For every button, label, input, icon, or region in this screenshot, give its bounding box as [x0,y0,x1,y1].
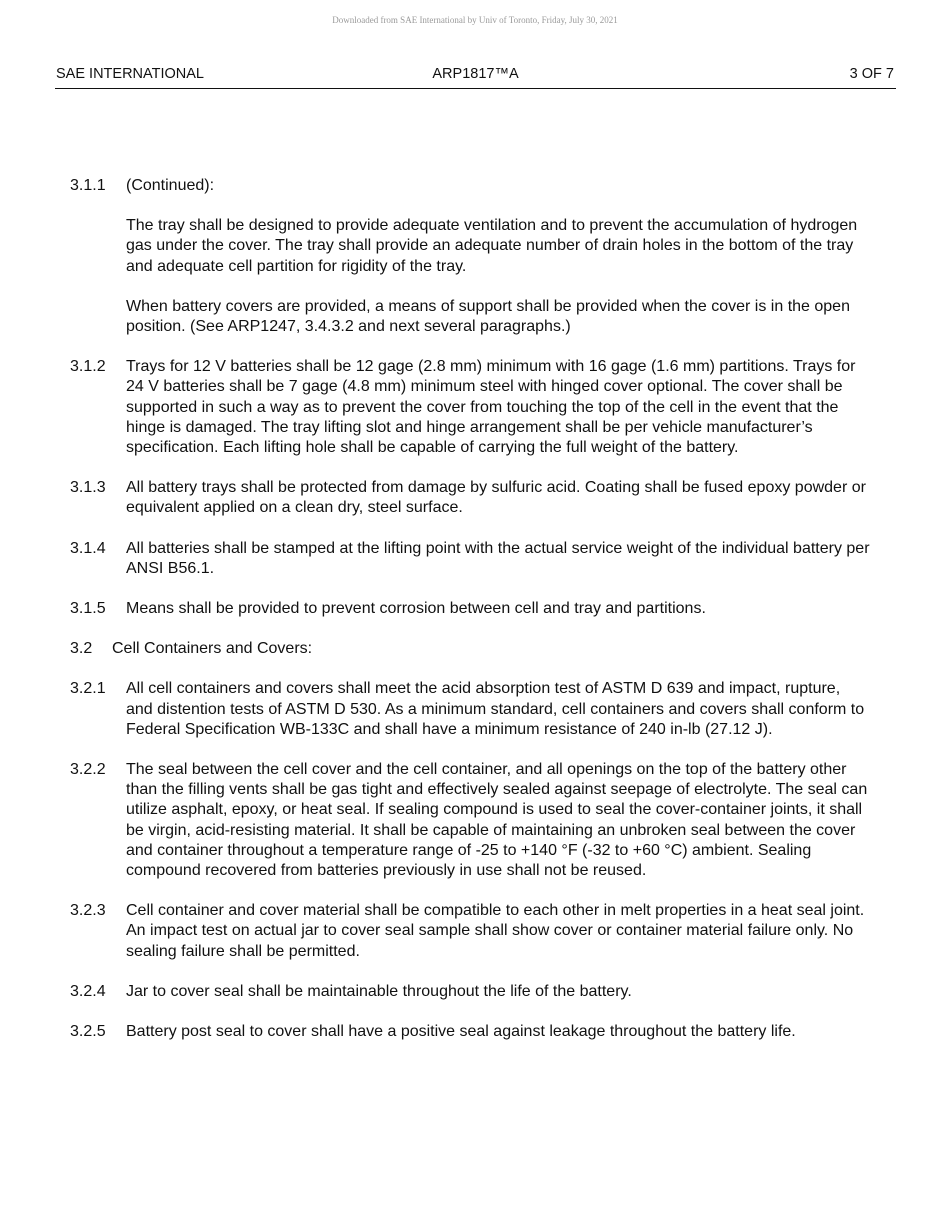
section-3-2-4 [70,982,870,1002]
section-number: 3.1.5 [70,600,106,618]
section-3-2-1 [70,679,870,740]
page-header [55,66,896,89]
section-number: 3.2.4 [70,982,106,1000]
section-3-1-5 [70,599,870,619]
section-number: 3.2.2 [70,761,106,779]
section-3-2-3 [70,901,870,962]
section-number: 3.2.1 [70,680,106,698]
header-page-number: 3 OF 7 [849,66,894,82]
section-text: All batteries shall be stamped at the lifting point with the actual service weight of the individual battery per ANSI B56.1. [126,539,870,577]
section-3-2-5 [70,1022,870,1042]
section-number: 3.2 [70,640,93,658]
section-heading: (Continued): [126,177,215,194]
section-number: 3.1.4 [70,539,106,557]
section-3-1-4 [70,539,870,579]
section-number: 3.2.3 [70,902,106,920]
section-3-1-1-heading [70,176,870,196]
section-3-2-heading [70,639,870,659]
section-number: 3.2.5 [70,1023,106,1041]
section-text: The seal between the cell cover and the cell container, and all openings on the top of the battery other than the filling vents shall be gas tight and effectively sealed against seepage of electrolyte. The seal can utilize asphalt, epoxy, or heat seal. If sealing compound is used to seal the cover-container joints, it shall be virgin, acid-resisting material. It shall be capable of maintaining an unbroken seal between the cover and container throughout a temperature range of -25 to +140 °F (-32 to +60 °C) ambient. Sealing compound recovered from batteries previously in use shall not be reused. [126,761,868,880]
header-organization: SAE INTERNATIONAL [56,66,204,82]
section-text: Trays for 12 V batteries shall be 12 gage (2.8 mm) minimum with 16 gage (1.6 mm) partitions. Trays for 24 V batteries shall be 7 gage (4.8 mm) minimum steel with hinged cover optional. The cover shall be supported in such a way as to prevent the cover from touching the top of the cell in the event that the hinge is damaged. The tray lifting slot and hinge arrangement shall be per vehicle manufacturer’s specification. Each lifting hole shall be capable of carrying the full weight of the battery. [126,358,856,457]
section-3-1-1-paragraph-2: When battery covers are provided, a means of support shall be provided when the cover is in the open position. (See ARP1247, 3.4.3.2 and next several paragraphs.) [126,297,850,336]
section-text: Means shall be provided to prevent corrosion between cell and tray and partitions. [126,600,706,618]
header-document-id: ARP1817™A [432,66,519,82]
section-number: 3.1.3 [70,479,106,497]
section-text: Cell container and cover material shall be compatible to each other in melt properties in a heat seal joint. An impact test on actual jar to cover seal sample shall show cover or container material failure only. No sealing failure shall be permitted. [126,902,865,960]
section-heading: Cell Containers and Covers: [112,640,313,658]
section-text: All battery trays shall be protected from damage by sulfuric acid. Coating shall be fused epoxy powder or equivalent applied on a clean dry, steel surface. [126,479,866,517]
section-text: All cell containers and covers shall meet the acid absorption test of ASTM D 639 and impact, rupture, and distention tests of ASTM D 530. As a minimum standard, cell containers and covers shall conform to Federal Specification WB-133C and shall have a minimum resistance of 240 in-lb (27.12 J). [126,680,865,738]
section-3-1-3 [70,478,870,518]
section-3-2-2 [70,760,870,881]
section-text: Battery post seal to cover shall have a positive seal against leakage throughout the battery life. [126,1023,796,1041]
section-3-1-1-paragraph-1: The tray shall be designed to provide adequate ventilation and to prevent the accumulation of hydrogen gas under the cover. The tray shall provide an adequate number of drain holes in the bottom of the tray and adequate cell partition for rigidity of the tray. [126,217,858,275]
section-text: Jar to cover seal shall be maintainable throughout the life of the battery. [126,982,632,1000]
download-watermark: Downloaded from SAE International by Univ of Toronto, Friday, July 30, 2021 [332,15,618,25]
document-body [70,176,870,1062]
section-number: 3.1.2 [70,358,106,376]
section-number: 3.1.1 [70,177,106,194]
section-3-1-2 [70,357,870,458]
